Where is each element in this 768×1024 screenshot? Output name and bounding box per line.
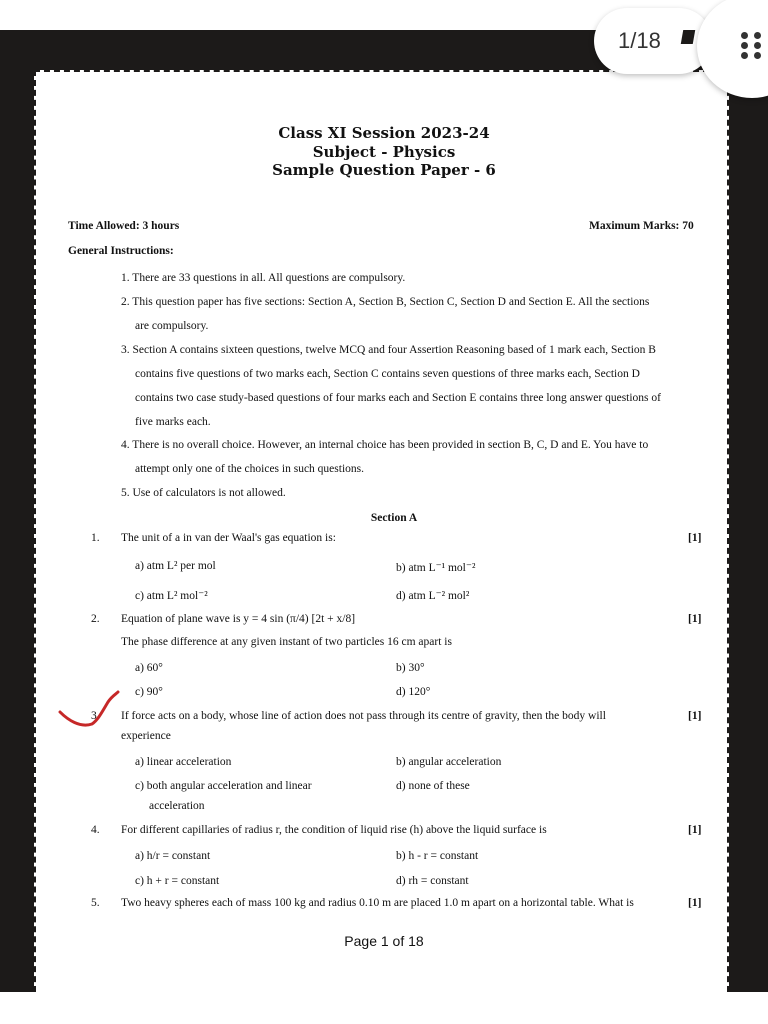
maximum-marks: Maximum Marks: 70 bbox=[589, 220, 694, 232]
question-marks: [1] bbox=[688, 532, 702, 544]
question-marks: [1] bbox=[688, 613, 702, 625]
option-a: a) 60° bbox=[135, 662, 163, 674]
option-d: d) atm L⁻² mol² bbox=[396, 590, 470, 602]
instruction-line: attempt only one of the choices in such questions. bbox=[135, 463, 364, 475]
question-text: Equation of plane wave is y = 4 sin (π/4) [2t + x/8] bbox=[121, 613, 356, 625]
option-c: c) 90° bbox=[135, 686, 163, 698]
handwritten-check-mark-icon bbox=[58, 690, 128, 730]
question-text: The phase difference at any given instant of two particles 16 cm apart is bbox=[121, 636, 452, 648]
option-d: d) 120° bbox=[396, 686, 431, 698]
option-b: b) atm L⁻¹ mol⁻² bbox=[396, 562, 476, 574]
option-a: a) linear acceleration bbox=[135, 756, 232, 768]
question-number: 3. bbox=[91, 710, 100, 722]
section-a-title: Section A bbox=[370, 512, 418, 524]
instruction-line: five marks each. bbox=[135, 416, 211, 428]
question-number: 4. bbox=[91, 824, 100, 836]
dots-menu-icon bbox=[741, 32, 765, 58]
option-c: c) both angular acceleration and linear bbox=[135, 780, 312, 792]
option-c: c) h + r = constant bbox=[135, 875, 220, 887]
instruction-line: 2. This question paper has five sections: Section A, Section B, Section C, Section D and Section E. All the sections bbox=[121, 296, 650, 308]
page-footer: Page 1 of 18 bbox=[344, 933, 424, 949]
instruction-line: 4. There is no overall choice. However, an internal choice has been provided in section B, C, D and E. You have to bbox=[121, 439, 649, 451]
question-text: The unit of a in van der Waal's gas equation is: bbox=[121, 532, 336, 544]
page-counter-text: 1/18 bbox=[618, 28, 661, 53]
option-d: d) none of these bbox=[396, 780, 470, 792]
bottom-bar bbox=[0, 992, 768, 1024]
paper-subject: Subject - Physics bbox=[312, 143, 456, 161]
instruction-line: 3. Section A contains sixteen questions, twelve MCQ and four Assertion Reasoning based of 1 mark each, Section B bbox=[121, 344, 656, 356]
option-d: d) rh = constant bbox=[396, 875, 469, 887]
question-marks: [1] bbox=[688, 897, 702, 909]
question-number: 5. bbox=[91, 897, 100, 909]
question-text: If force acts on a body, whose line of action does not pass through its centre of gravity, then the body will bbox=[121, 710, 606, 722]
general-instructions-title: General Instructions: bbox=[68, 245, 174, 257]
option-a: a) atm L² per mol bbox=[135, 560, 216, 572]
option-b: b) 30° bbox=[396, 662, 425, 674]
question-text: experience bbox=[121, 730, 171, 742]
paper-class-title: Class XI Session 2023-24 bbox=[278, 124, 490, 142]
question-marks: [1] bbox=[688, 710, 702, 722]
instruction-line: are compulsory. bbox=[135, 320, 209, 332]
option-c: c) atm L² mol⁻² bbox=[135, 590, 208, 602]
instruction-line: contains two case study-based questions of four marks each and Section E contains three long answer questions of bbox=[135, 392, 661, 404]
instruction-line: 1. There are 33 questions in all. All questions are compulsory. bbox=[121, 272, 406, 284]
question-text: For different capillaries of radius r, the condition of liquid rise (h) above the liquid surface is bbox=[121, 824, 547, 836]
question-marks: [1] bbox=[688, 824, 702, 836]
question-text: Two heavy spheres each of mass 100 kg and radius 0.10 m are placed 1.0 m apart on a horizontal table. What is bbox=[121, 897, 634, 909]
page-counter-badge[interactable] bbox=[594, 8, 712, 74]
question-number: 1. bbox=[91, 532, 100, 544]
option-c-continued: acceleration bbox=[149, 800, 205, 812]
option-a: a) h/r = constant bbox=[135, 850, 211, 862]
instruction-line: contains five questions of two marks each, Section C contains seven questions of three marks each, Section D bbox=[135, 368, 640, 380]
option-b: b) h - r = constant bbox=[396, 850, 479, 862]
time-allowed: Time Allowed: 3 hours bbox=[68, 220, 180, 232]
option-b: b) angular acceleration bbox=[396, 756, 502, 768]
paper-title: Sample Question Paper - 6 bbox=[272, 161, 496, 179]
bookmark-icon bbox=[681, 30, 695, 44]
instruction-line: 5. Use of calculators is not allowed. bbox=[121, 487, 286, 499]
question-number: 2. bbox=[91, 613, 100, 625]
